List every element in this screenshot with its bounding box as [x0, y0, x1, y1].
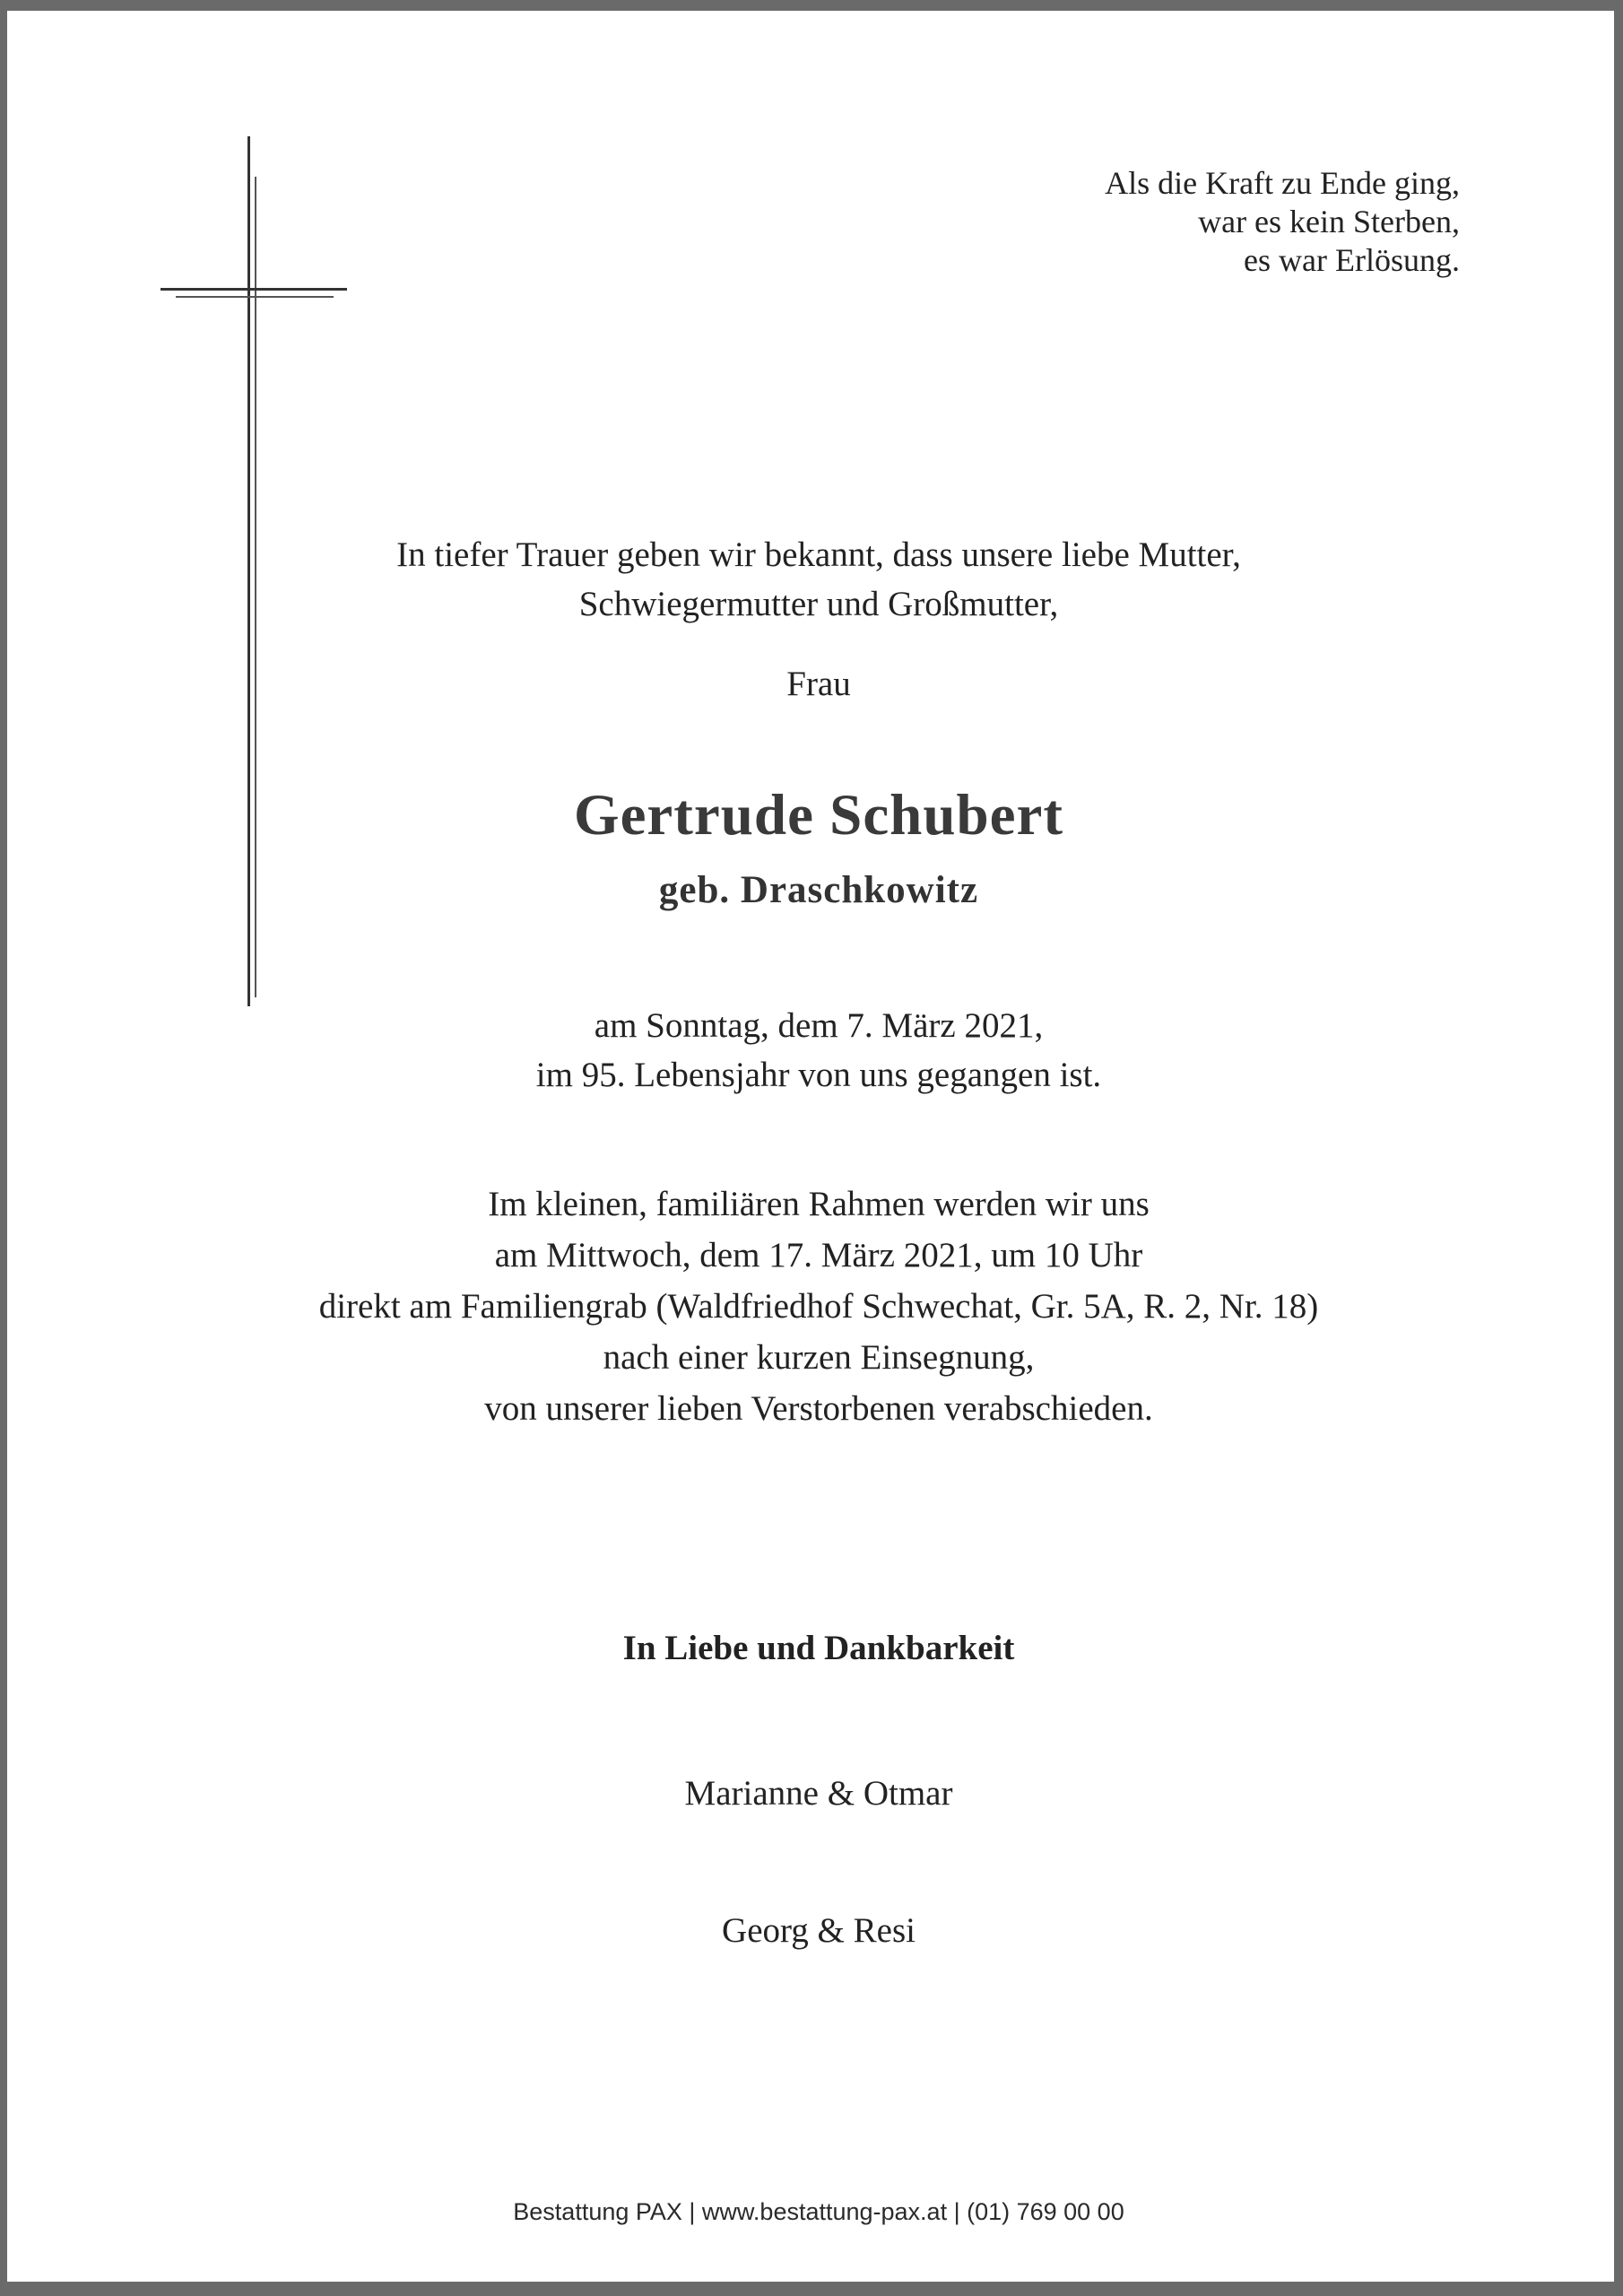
- salutation: Frau: [786, 665, 851, 703]
- funeral-home-footer: Bestattung PAX | www.bestattung-pax.at | (01) 769 00 00: [513, 2198, 1124, 2225]
- funeral-line: am Mittwoch, dem 17. März 2021, um 10 Uhr: [494, 1236, 1143, 1274]
- funeral-line: von unserer lieben Verstorbenen verabschieden.: [484, 1389, 1153, 1428]
- mourner-names: Georg & Resi: [722, 1911, 916, 1950]
- death-line: im 95. Lebensjahr von uns gegangen ist.: [535, 1056, 1102, 1094]
- funeral-line: direkt am Familiengrab (Waldfriedhof Schwechat, Gr. 5A, R. 2, Nr. 18): [318, 1287, 1319, 1326]
- deceased-name: Gertrude Schubert: [574, 783, 1063, 848]
- funeral-line: nach einer kurzen Einsegnung,: [603, 1338, 1035, 1377]
- closing-thanks: In Liebe und Dankbarkeit: [622, 1629, 1015, 1667]
- mourner-names: Marianne & Otmar: [684, 1774, 953, 1813]
- death-details: [7, 1001, 1623, 1100]
- maiden-name: geb. Draschkowitz: [658, 869, 979, 911]
- motto-quote: [1105, 164, 1460, 280]
- death-line: am Sonntag, dem 7. März 2021,: [594, 1006, 1044, 1045]
- cross-icon-horizontal-shadow-line: [176, 296, 334, 298]
- funeral-details: [7, 1178, 1623, 1434]
- motto-line: es war Erlösung.: [1244, 242, 1460, 278]
- motto-line: Als die Kraft zu Ende ging,: [1105, 165, 1460, 201]
- motto-line: war es kein Sterben,: [1198, 204, 1460, 239]
- intro-line: In tiefer Trauer geben wir bekannt, dass unsere liebe Mutter,: [396, 535, 1241, 574]
- intro-line: Schwiegermutter und Großmutter,: [578, 585, 1059, 623]
- funeral-line: Im kleinen, familiären Rahmen werden wir uns: [488, 1185, 1150, 1223]
- cross-icon-horizontal-line: [161, 288, 347, 291]
- announcement-intro: [7, 530, 1623, 629]
